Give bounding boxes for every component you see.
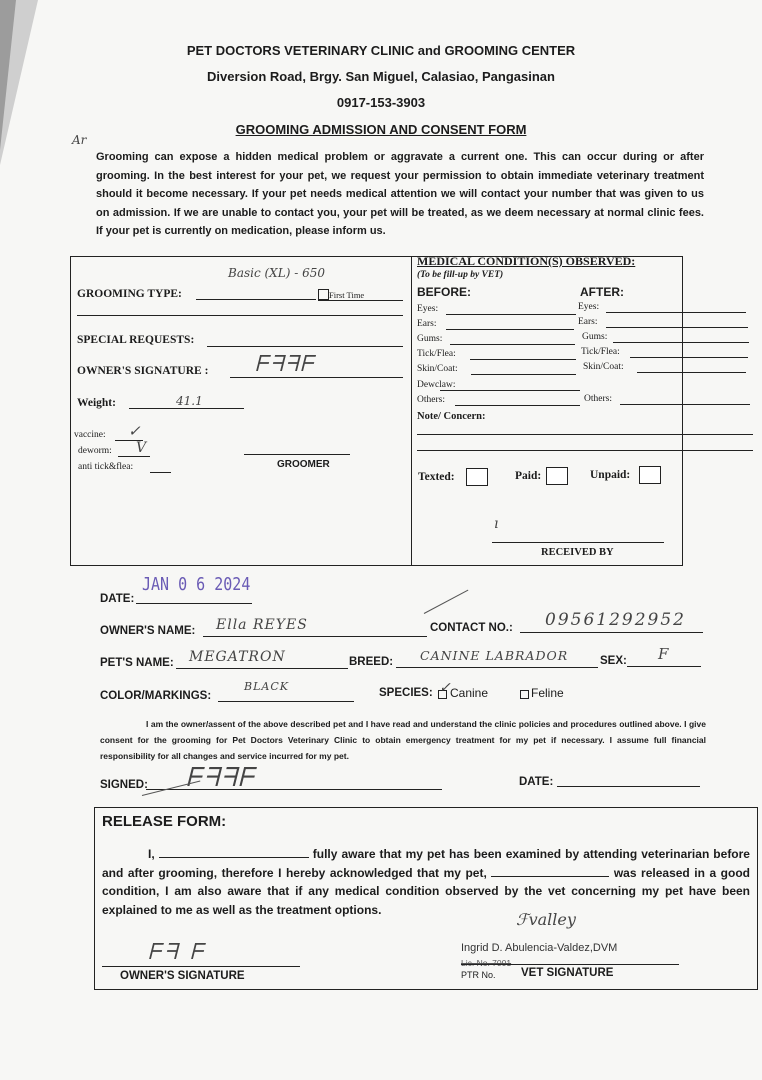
species-label: SPECIES: [379,687,433,699]
contact-label: CONTACT NO.: [430,622,513,634]
color-line[interactable] [218,701,354,702]
after-eyes-label: Eyes: [578,302,600,312]
before-ears-line[interactable] [446,329,574,330]
deworm-line[interactable] [118,456,150,457]
before-others-line[interactable] [455,405,580,406]
before-tick-line[interactable] [470,359,576,360]
signed-label: SIGNED: [100,779,148,791]
anti-tick-label: anti tick&flea: [78,462,134,472]
after-others-line[interactable] [620,404,750,405]
vaccine-mark: ✓ [128,422,141,440]
clinic-name: PET DOCTORS VETERINARY CLINIC and GROOMING CENTER [186,43,576,58]
groomer-line[interactable] [244,454,350,455]
release-owner-signature-label: OWNER'S SIGNATURE [120,970,245,982]
texted-label: Texted: [418,471,455,483]
grooming-type-value[interactable]: Basic (XL) - 650 [228,266,325,280]
sex-label: SEX: [600,655,627,667]
received-by-label: RECEIVED BY [541,547,614,558]
breed-label: BREED: [349,656,394,668]
before-eyes-label: Eyes: [417,304,439,314]
owner-name-strike [424,590,469,614]
after-others-label: Others: [584,394,612,404]
before-eyes-line[interactable] [446,314,576,315]
grooming-type-label: GROOMING TYPE: [77,288,182,300]
after-skin-line[interactable] [637,372,746,373]
color-label: COLOR/MARKINGS: [100,690,212,702]
canine-check-mark: ✓ [439,680,451,696]
owner-name-line[interactable] [203,636,427,637]
special-requests-line[interactable] [207,346,403,347]
before-tick-label: Tick/Flea: [417,349,456,359]
release-text-c: was released in a good condition, I am also aware that if any medical condition observed by the vet concerning my pet have been explained to me as well as the treatment options. [102,865,750,917]
pet-name-label: PET'S NAME: [100,657,174,669]
anti-tick-line[interactable] [150,472,171,473]
date-line[interactable] [136,603,252,604]
weight-value: 41.1 [176,394,203,408]
after-gums-label: Gums: [582,332,608,342]
box-divider [411,257,412,565]
clinic-phone: 0917-153-3903 [336,95,426,110]
release-pet-blank[interactable] [491,865,609,877]
initial-scribble: Ar [72,133,87,147]
note-line-1[interactable] [417,434,753,435]
after-tick-line[interactable] [630,357,748,358]
grooming-extra-line [77,315,403,316]
medical-subtitle: (To be fill-up by VET) [417,270,504,280]
intro-paragraph: Grooming can expose a hidden medical problem or aggravate a current one. This can occur during or after grooming. In the best interest for your pet, we request your permission to obtain immediate veterinary treatment should it become necessary. If your pet needs medical attention we will contact your number that was given to us on admission. If we are unable to contact you, your pet will be treated, as we deem necessary at normal clinic fees. If your pet is currently on medication, please inform us. [96,151,704,237]
release-title: RELEASE FORM: [102,813,227,830]
after-ears-line[interactable] [606,327,748,328]
consent-text: I am the owner/assent of the above described pet and I have read and understand the clinic policies and procedures outlined above. I give consent for the grooming for Pet Doctors Veterinary Clinic to obtain emergency treatment for my pet if necessary. I assume full financial responsibility for all changes and service incurred for my pet. [100,719,706,761]
note-label: Note/ Concern: [417,411,486,422]
paid-checkbox[interactable] [546,467,568,485]
note-line-2[interactable] [417,450,753,451]
deworm-mark: V [136,440,147,456]
sex-line[interactable] [627,666,701,667]
color-value: BLACK [244,680,289,693]
after-gums-line[interactable] [613,342,749,343]
date-label: DATE: [100,593,135,605]
grooming-type-line [196,299,316,300]
after-eyes-line[interactable] [606,312,746,313]
after-ears-label: Ears: [578,317,598,327]
release-paragraph [102,845,750,919]
before-dewclaw-line[interactable] [440,390,580,391]
contact-line[interactable] [520,632,703,633]
received-by-line[interactable] [492,542,664,543]
owner-signature-scribble: ᖴᖷᖷᖴ [255,352,316,377]
groomer-label: GROOMER [277,459,330,470]
after-label: AFTER: [580,285,624,299]
after-tick-label: Tick/Flea: [581,347,620,357]
pet-name-line[interactable] [176,668,348,669]
form-title: GROOMING ADMISSION AND CONSENT FORM [235,122,527,137]
vet-signature-line[interactable] [461,964,679,965]
weight-line[interactable] [129,408,244,409]
release-owner-scribble: ᖴᖷ ᖴ [148,940,207,965]
after-skin-label: Skin/Coat: [583,362,624,372]
release-text-a: I, [148,847,155,861]
before-gums-label: Gums: [417,334,443,344]
before-gums-line[interactable] [450,344,575,345]
owner-signature-label: OWNER'S SIGNATURE : [77,365,209,377]
breed-value: CANINE LABRADOR [420,648,569,663]
ptr-label: PTR No. [461,970,496,980]
weight-label: Weight: [77,397,116,409]
release-owner-signature-line[interactable] [102,966,300,967]
special-requests-label: SPECIAL REQUESTS: [77,334,195,346]
first-time-checkbox[interactable] [318,289,329,300]
owner-signature-line[interactable] [230,377,403,378]
date2-line[interactable] [557,786,700,787]
date-stamp: JAN 0 6 2024 [142,573,251,595]
release-name-blank[interactable] [159,846,309,858]
sex-value: F [658,645,669,663]
owner-name-value: Ella REYES [216,617,308,633]
canine-label: Canine [450,686,489,700]
clinic-address: Diversion Road, Brgy. San Miguel, Calasiao, Pangasinan [207,69,555,84]
unpaid-checkbox[interactable] [639,466,661,484]
first-time-label: First Time [329,290,365,300]
feline-label: Feline [531,686,564,700]
before-dewclaw-label: Dewclaw: [417,380,456,390]
texted-checkbox[interactable] [466,468,488,486]
paid-label: Paid: [515,470,542,482]
first-time-line [318,300,403,301]
breed-line[interactable] [396,667,598,668]
before-skin-line[interactable] [471,374,576,375]
medical-title: MEDICAL CONDITION(S) OBSERVED: [417,254,636,268]
release-text-b: fully aware that my pet has been examined by attending veterinarian before and after grooming, therefore I hereby acknowledged that my pet, [102,847,750,880]
vet-signature-label: VET SIGNATURE [521,967,614,979]
lic-label: Lic. No. 7001 [461,958,512,968]
date2-label: DATE: [519,776,554,788]
before-label: BEFORE: [417,285,471,299]
vaccine-label: vaccine: [74,430,106,440]
owner-name-label: OWNER'S NAME: [100,625,196,637]
contact-value: 09561292952 [545,610,686,630]
unpaid-label: Unpaid: [590,469,631,481]
pet-name-value: MEGATRON [189,649,286,665]
before-others-label: Others: [417,395,445,405]
before-ears-label: Ears: [417,319,437,329]
deworm-label: deworm: [78,446,112,456]
feline-checkbox[interactable] [520,690,529,699]
vet-name: Ingrid D. Abulencia-Valdez,DVM [461,942,618,954]
received-scribble: ı [494,516,499,532]
before-skin-label: Skin/Coat: [417,364,458,374]
vet-signature-scribble: ℱvalley [516,910,576,929]
signed-scribble: ᖴᖷᖷᖴ [186,763,256,793]
